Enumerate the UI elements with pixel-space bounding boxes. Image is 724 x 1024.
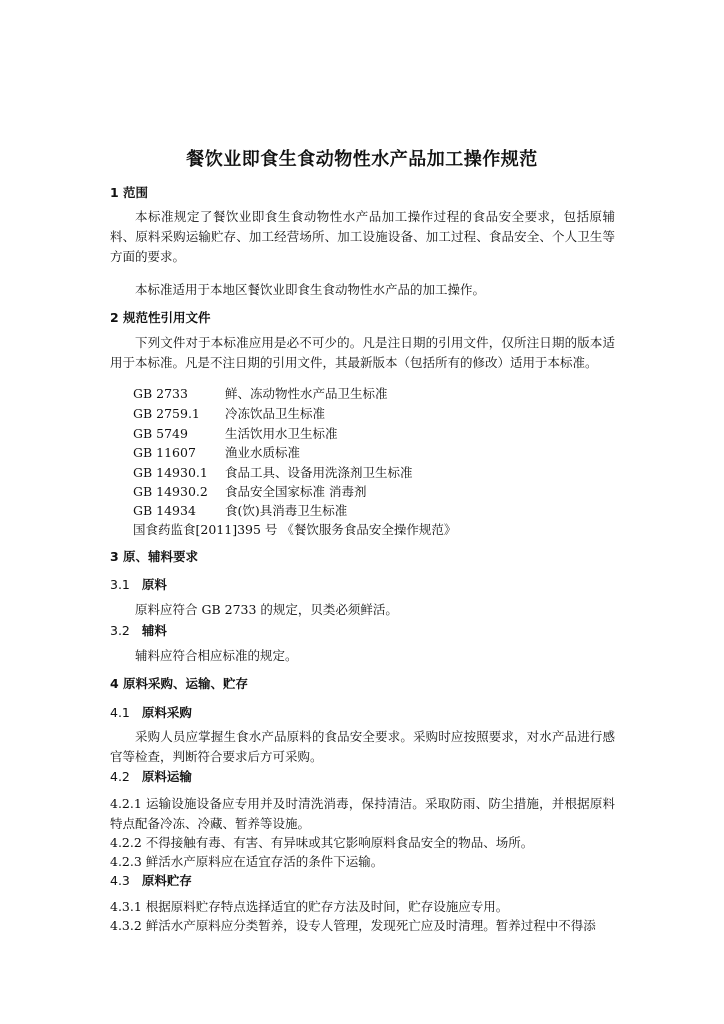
subsection-number: 3.1 <box>110 577 130 592</box>
clause-4-2-1: 4.2.1 运输设施设备应专用并及时清洗消毒，保持清洁。采取防雨、防尘措施，并根据原料特点配备冷冻、冷藏、暂养等设施。 <box>110 796 615 831</box>
reference-name: 生活饮用水卫生标准 <box>225 426 338 441</box>
subsection-title: 原料贮存 <box>141 873 192 888</box>
subsection-4-1-text: 采购人员应掌握生食水产品原料的食品安全要求。采购时应按照要求，对水产品进行感官等检查，判断符合要求后方可采购。 <box>110 729 615 764</box>
reference-name: 鲜、冻动物性水产品卫生标准 <box>225 386 388 401</box>
reference-item <box>133 463 413 481</box>
subsection-3-2-text: 辅料应符合相应标准的规定。 <box>135 648 298 663</box>
reference-code: GB 14930.1 <box>133 465 208 480</box>
subsection-number: 4.2 <box>110 769 130 784</box>
document-title: 餐饮业即食生食动物性水产品加工操作规范 <box>186 149 538 170</box>
reference-item <box>133 443 300 461</box>
reference-name: 食(饮)具消毒卫生标准 <box>225 503 348 518</box>
reference-name: 渔业水质标准 <box>225 445 301 460</box>
reference-item <box>133 404 325 422</box>
reference-item-last: 国食药监食[2011]395 号 《餐饮服务食品安全操作规范》 <box>133 522 457 537</box>
reference-code: GB 5749 <box>133 426 188 441</box>
clause-4-3-2: 4.3.2 鲜活水产原料应分类暂养，设专人管理，发现死亡应及时清理。暂养过程中不得添 <box>110 918 596 933</box>
section-1-paragraph-2: 本标准适用于本地区餐饮业即食生食动物性水产品的加工操作。 <box>135 282 486 297</box>
reference-item <box>133 501 347 519</box>
clause-4-2-2: 4.2.2 不得接触有毒、有害、有异味或其它影响原料食品安全的物品、场所。 <box>110 835 534 850</box>
subsection-3-1-heading <box>110 575 167 593</box>
section-1-paragraph-1: 本标准规定了餐饮业即食生食动物性水产品加工操作过程的食品安全要求，包括原辅料、原料采购运输贮存、加工经营场所、加工设施设备、加工过程、食品安全、个人卫生等方面的要求。 <box>110 209 615 264</box>
subsection-title: 原料采购 <box>141 705 192 720</box>
section-1-heading: 1 范围 <box>110 185 149 200</box>
section-2-paragraph-1: 下列文件对于本标准应用是必不可少的。凡是注日期的引用文件，仅所注日期的版本适用于本标准。凡是不注日期的引用文件，其最新版本（包括所有的修改）适用于本标准。 <box>110 335 615 370</box>
subsection-number: 4.3 <box>110 873 130 888</box>
subsection-4-3-heading <box>110 871 192 889</box>
reference-item <box>133 482 366 500</box>
clause-4-3-1: 4.3.1 根据原料贮存特点选择适宜的贮存方法及时间，贮存设施应专用。 <box>110 899 509 914</box>
reference-code: GB 2733 <box>133 386 188 401</box>
subsection-title: 原料 <box>141 577 167 592</box>
subsection-number: 4.1 <box>110 705 130 720</box>
reference-item <box>133 424 338 442</box>
subsection-title: 辅料 <box>141 623 167 638</box>
subsection-4-1-heading <box>110 703 192 721</box>
subsection-3-1-text: 原料应符合 GB 2733 的规定，贝类必须鲜活。 <box>135 602 398 617</box>
subsection-number: 3.2 <box>110 623 130 638</box>
reference-item <box>133 384 388 402</box>
reference-code: GB 11607 <box>133 445 196 460</box>
clause-4-2-3: 4.2.3 鲜活水产原料应在适宜存活的条件下运输。 <box>110 854 384 869</box>
subsection-4-2-heading <box>110 767 192 785</box>
reference-name: 食品安全国家标准 消毒剂 <box>225 484 367 499</box>
section-2-heading: 2 规范性引用文件 <box>110 310 211 325</box>
section-4-heading: 4 原料采购、运输、贮存 <box>110 676 249 691</box>
reference-name: 食品工具、设备用洗涤剂卫生标准 <box>225 465 413 480</box>
reference-code: GB 14930.2 <box>133 484 208 499</box>
subsection-title: 原料运输 <box>141 769 192 784</box>
reference-code: GB 14934 <box>133 503 196 518</box>
section-3-heading: 3 原、辅料要求 <box>110 549 199 564</box>
subsection-3-2-heading <box>110 621 167 639</box>
reference-name: 冷冻饮品卫生标准 <box>225 406 326 421</box>
reference-code: GB 2759.1 <box>133 406 200 421</box>
